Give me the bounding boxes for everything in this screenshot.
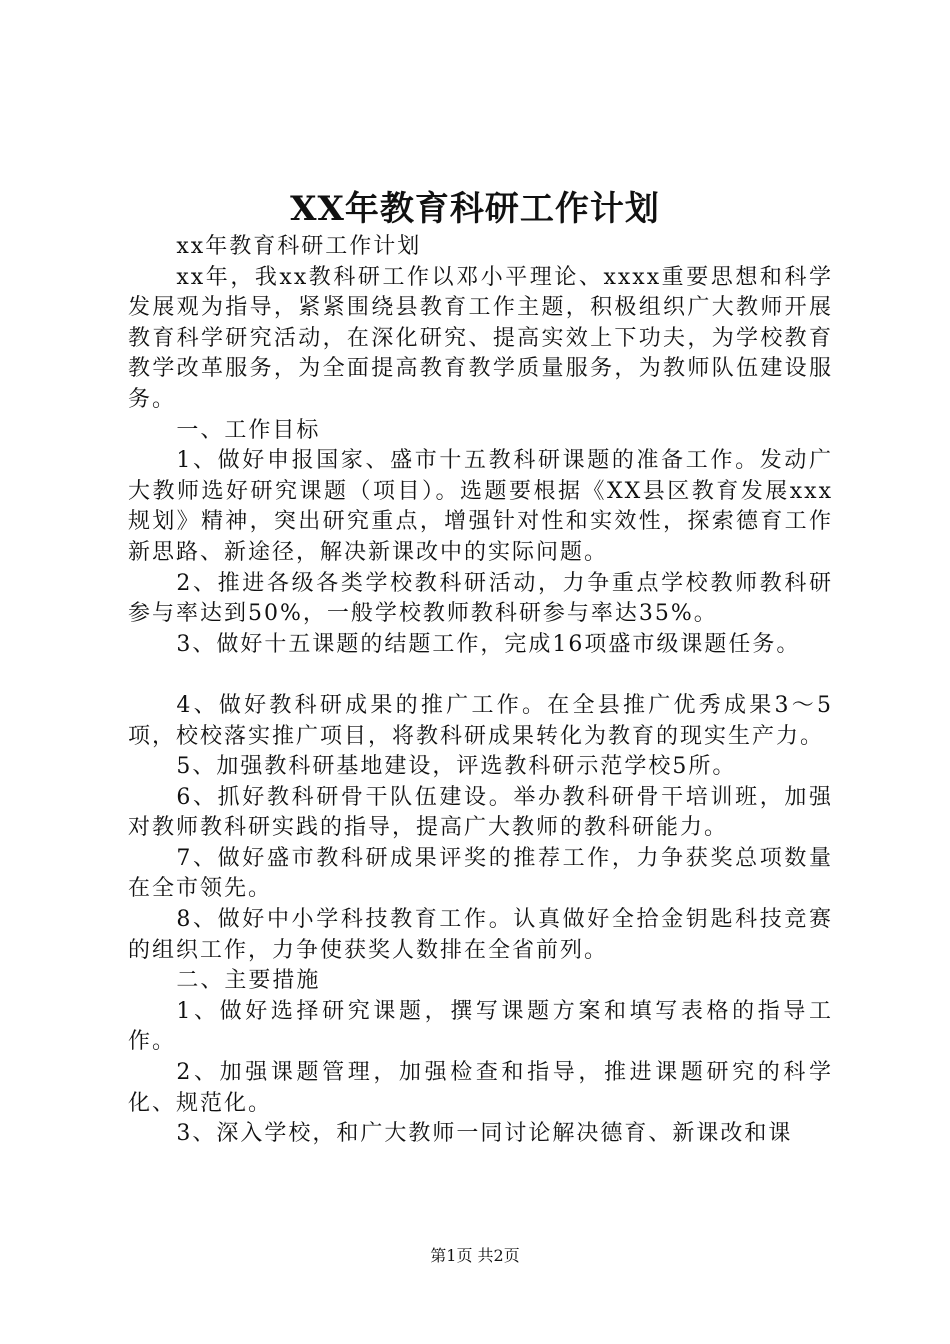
goal-item-5: 5、加强教科研基地建设，评选教科研示范学校5所。 [176,754,737,780]
paragraph-subtitle: xx年教育科研工作计划 [176,234,422,259]
goal-item-2: 2、推进各级各类学校教科研活动，力争重点学校教师教科研参与率达到50%，一般学校教师教科研参与率达35%。 [128,570,833,627]
goal-item-4: 4、做好教科研成果的推广工作。在全县推广优秀成果3～5项，校校落实推广项目，将教科研成果转化为教育的现实生产力。 [128,692,833,749]
measure-item-2: 2、加强课题管理，加强检查和指导，推进课题研究的科学化、规范化。 [128,1060,833,1116]
measure-item-1: 1、做好选择研究课题，撰写课题方案和填写表格的指导工作。 [128,998,833,1055]
goal-item-3: 3、做好十五课题的结题工作，完成16项盛市级课题任务。 [176,631,801,657]
goal-item-1: 1、做好申报国家、盛市十五教科研课题的准备工作。发动广大教师选好研究课题（项目）。选题要根据《XX县区教育发展xxx规划》精神，突出研究重点，增强针对性和实效性，探索德育工作新思路、新途径，解决新课改中的实际问题。 [128,448,833,565]
paragraph-intro: xx年，我xx教科研工作以邓小平理论、xxxx重要思想和科学发展观为指导，紧紧围绕县教育工作主题，积极组织广大教师开展教育科学研究活动，在深化研究、提高实效上下功夫，为学校教育教学改革服务，为全面提高教育教学质量服务，为教师队伍建设服务。 [128,264,833,412]
goal-item-7: 7、做好盛市教科研成果评奖的推荐工作，力争获奖总项数量在全市领先。 [128,845,833,902]
document-body [128,232,833,1150]
section-heading-measures: 二、主要措施 [176,968,321,994]
goal-item-6: 6、抓好教科研骨干队伍建设。举办教科研骨干培训班，加强对教师教科研实践的指导，提高广大教师的教科研能力。 [128,784,833,841]
measure-item-3: 3、深入学校，和广大教师一同讨论解决德育、新课改和课 [176,1121,793,1147]
page-number-footer: 第1页 共2页 [430,1246,520,1265]
document-title: XX年教育科研工作计划 [290,189,660,229]
section-heading-goals: 一、工作目标 [176,417,321,443]
goal-item-8: 8、做好中小学科技教育工作。认真做好全拾金钥匙科技竞赛的组织工作，力争使获奖人数排在全省前列。 [128,907,833,963]
